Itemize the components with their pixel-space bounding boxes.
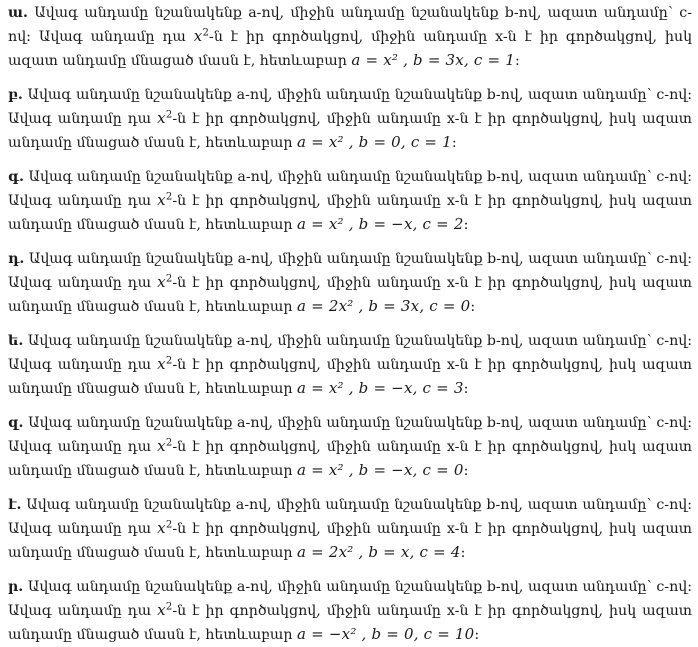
coefficient-formula: a = x² , b = 0, c = 1 — [297, 133, 452, 151]
coefficient-formula: a = x² , b = 3x, c = 1 — [351, 51, 515, 69]
exercise-paragraph-a — [8, 2, 692, 73]
x-variable: x — [157, 519, 166, 537]
exercise-paragraph-c — [8, 166, 692, 237]
exponent: 2 — [165, 601, 173, 613]
item-text-after: -ն է իր գործակցով, միջին անդամը x-ն է իր գործակցով, իսկ ազատ անդամը մնացած մասն է, հետևաբար — [8, 111, 692, 151]
item-text-before: Ավագ անդամը նշանակենք a-ով, միջին անդամը նշանակենք b-ով, ազատ անդամը՝ c-ով: Ավագ անդամը դա — [8, 579, 692, 619]
item-end: : — [451, 135, 457, 151]
x-squared — [157, 519, 172, 537]
item-text-after: -ն է իր գործակցով, միջին անդամը x-ն է իր գործակցով, իսկ ազատ անդամը մնացած մասն է, հետևաբար — [8, 193, 692, 233]
x-squared — [194, 27, 209, 45]
exercise-paragraph-b — [8, 84, 692, 155]
item-text-before: Ավագ անդամը նշանակենք a-ով, միջին անդամը նշանակենք b-ով, ազատ անդամը՝ c-ով: Ավագ անդամը դա — [8, 333, 692, 373]
item-end: : — [463, 463, 469, 479]
item-letter: ե. — [8, 333, 24, 349]
x-variable: x — [193, 27, 203, 45]
item-text-before: Ավագ անդամը նշանակենք a-ով, միջին անդամը նշանակենք b-ով, ազատ անդամը՝ c-ով: Ավագ անդամը դա — [8, 87, 692, 127]
item-letter: բ. — [8, 87, 23, 103]
item-end: : — [470, 299, 476, 315]
exponent: 2 — [165, 191, 173, 203]
exercise-paragraph-g — [8, 494, 692, 565]
item-end: : — [474, 627, 480, 643]
exponent: 2 — [165, 355, 173, 367]
coefficient-formula: a = x² , b = −x, c = 0 — [297, 461, 464, 479]
item-letter: դ. — [8, 251, 25, 267]
x-variable: x — [157, 191, 166, 209]
x-variable: x — [157, 109, 166, 127]
coefficient-formula: a = −x² , b = 0, c = 10 — [297, 625, 475, 643]
x-squared — [157, 601, 172, 619]
x-squared — [157, 437, 172, 455]
x-squared — [157, 355, 172, 373]
exponent: 2 — [202, 27, 210, 39]
exponent: 2 — [165, 273, 173, 285]
item-text-before: Ավագ անդամը նշանակենք a-ով, միջին անդամը նշանակենք b-ով, ազատ անդամը՝ c-ով: Ավագ անդամը դա — [8, 415, 692, 455]
x-variable: x — [157, 601, 166, 619]
item-text-after: -ն է իր գործակցով, միջին անդամը x-ն է իր գործակցով, իսկ ազատ անդամը մնացած մասն է, հետևաբար — [8, 439, 692, 479]
item-letter: գ. — [8, 169, 24, 185]
item-text-before: Ավագ անդամը նշանակենք a-ով, միջին անդամը նշանակենք b-ով, ազատ անդամը՝ c-ով: Ավագ անդամը դա — [8, 5, 692, 45]
x-variable: x — [157, 355, 166, 373]
item-text-after: -ն է իր գործակցով, միջին անդամը x-ն է իր գործակցով, իսկ ազատ անդամը մնացած մասն է, հետևաբար — [8, 29, 692, 69]
exponent: 2 — [165, 519, 173, 531]
exercise-paragraph-h — [8, 576, 692, 647]
coefficient-formula: a = x² , b = −x, c = 2 — [297, 215, 464, 233]
x-variable: x — [157, 273, 166, 291]
coefficient-formula: a = x² , b = −x, c = 3 — [297, 379, 464, 397]
item-text-after: -ն է իր գործակցով, միջին անդամը x-ն է իր գործակցով, իսկ ազատ անդամը մնացած մասն է, հետևաբար — [8, 275, 692, 315]
x-squared — [157, 109, 172, 127]
exercise-paragraph-f — [8, 412, 692, 483]
coefficient-formula: a = 2x² , b = 3x, c = 0 — [297, 297, 471, 315]
item-text-before: Ավագ անդամը նշանակենք a-ով, միջին անդամը նշանակենք b-ով, ազատ անդամը՝ c-ով: Ավագ անդամը դա — [8, 169, 692, 209]
item-end: : — [514, 53, 520, 69]
exponent: 2 — [165, 109, 173, 121]
exponent: 2 — [165, 437, 173, 449]
exercise-paragraph-e — [8, 330, 692, 401]
item-text-after: -ն է իր գործակցով, միջին անդամը x-ն է իր գործակցով, իսկ ազատ անդամը մնացած մասն է, հետևաբար — [8, 357, 692, 397]
item-text-after: -ն է իր գործակցով, միջին անդամը x-ն է իր գործակցով, իսկ ազատ անդամը մնացած մասն է, հետևաբար — [8, 603, 692, 643]
item-end: : — [463, 381, 469, 397]
exercise-paragraph-d — [8, 248, 692, 319]
item-letter: է. — [8, 497, 22, 513]
x-variable: x — [157, 437, 166, 455]
item-text-before: Ավագ անդամը նշանակենք a-ով, միջին անդամը նշանակենք b-ով, ազատ անդամը՝ c-ով: Ավագ անդամը դա — [8, 497, 692, 537]
x-squared — [157, 273, 172, 291]
item-letter: ր. — [8, 579, 24, 595]
item-letter: զ. — [8, 415, 24, 431]
coefficient-formula: a = 2x² , b = x, c = 4 — [297, 543, 461, 561]
item-end: : — [460, 545, 466, 561]
x-squared — [157, 191, 172, 209]
item-text-before: Ավագ անդամը նշանակենք a-ով, միջին անդամը նշանակենք b-ով, ազատ անդամը՝ c-ով: Ավագ անդամը դա — [8, 251, 692, 291]
item-end: : — [463, 217, 469, 233]
item-text-after: -ն է իր գործակցով, միջին անդամը x-ն է իր գործակցով, իսկ ազատ անդամը մնացած մասն է, հետևաբար — [8, 521, 692, 561]
item-letter: ա. — [8, 5, 28, 21]
